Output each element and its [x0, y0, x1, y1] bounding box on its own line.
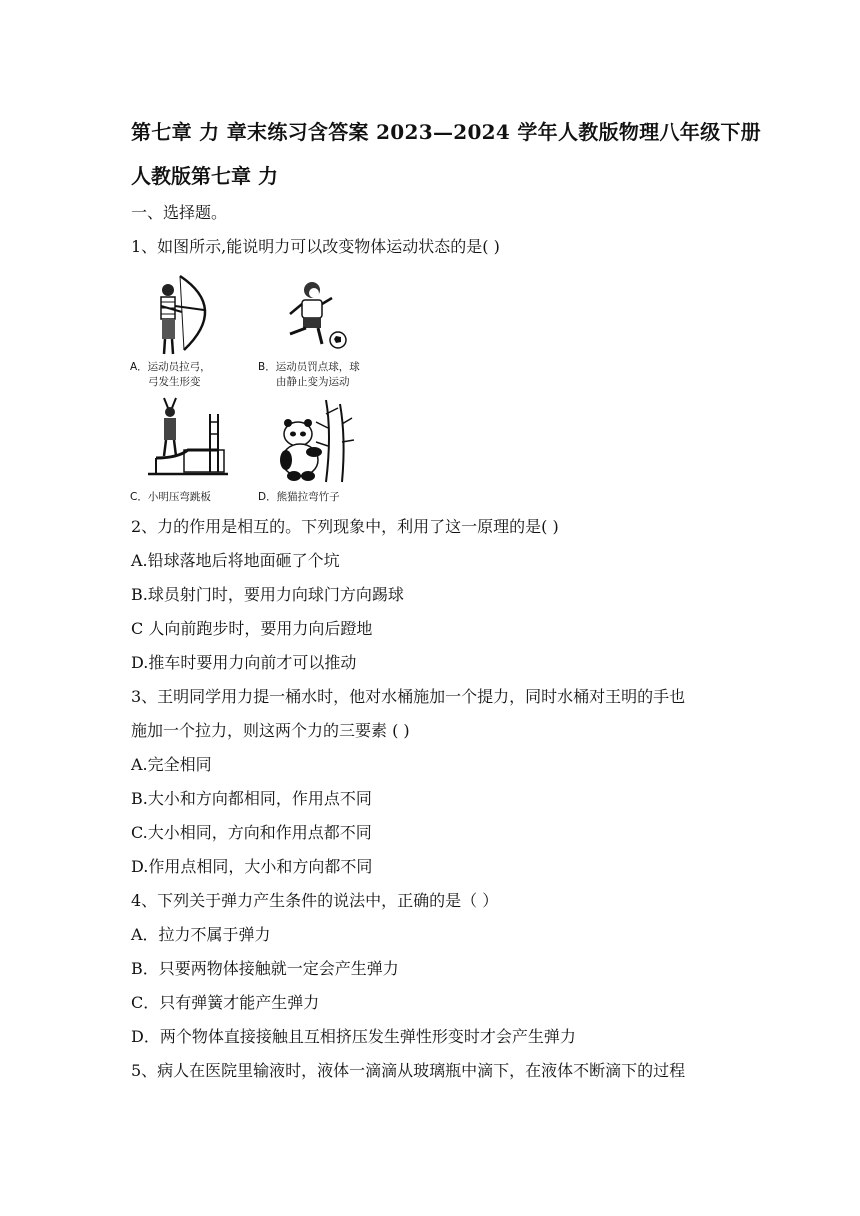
question-2-option-b: B.球员射门时，要用力向球门方向踢球: [131, 585, 404, 604]
figure-option-c: [128, 394, 253, 512]
question-3-option-b: B.大小和方向都相同，作用点不同: [131, 789, 372, 808]
question-2-option-a: A.铅球落地后将地面砸了个坑: [131, 551, 340, 570]
archer-illustration: [128, 268, 253, 360]
question-2-option-d: D.推车时要用力向前才可以推动: [131, 653, 357, 672]
question-3-option-a: A.完全相同: [131, 755, 212, 774]
question-1-figure: [128, 268, 378, 508]
question-4-option-b: B．只要两物体接触就一定会产生弹力: [131, 959, 399, 978]
question-2-stem: 2、力的作用是相互的。下列现象中，利用了这一原理的是( ): [131, 517, 559, 536]
question-4-option-d: D．两个物体直接接触且互相挤压发生弹性形变时才会产生弹力: [131, 1027, 576, 1046]
question-4-option-c: C．只有弹簧才能产生弹力: [131, 993, 320, 1012]
question-1-stem: 1、如图所示,能说明力可以改变物体运动状态的是( ): [131, 237, 500, 256]
figure-option-d: [256, 394, 381, 512]
figure-option-a: [128, 268, 253, 386]
question-4-stem: 4、下列关于弹力产生条件的说法中，正确的是（ ）: [131, 891, 499, 910]
figure-option-b: [256, 268, 381, 386]
question-3-stem-line1: 3、王明同学用力提一桶水时，他对水桶施加一个提力，同时水桶对王明的手也: [131, 687, 686, 706]
page-title: 第七章 力 章末练习含答案 2023—2024 学年人教版物理八年级下册: [131, 120, 761, 144]
question-5-stem: 5、病人在医院里输液时，液体一滴滴从玻璃瓶中滴下，在液体不断滴下的过程: [131, 1061, 686, 1080]
page-subtitle: 人教版第七章 力: [131, 164, 278, 188]
figure-c-caption: C．小明压弯跳板: [130, 491, 211, 503]
question-2-option-c: C 人向前跑步时，要用力向后蹬地: [131, 619, 373, 638]
section-heading: 一、选择题。: [131, 203, 228, 222]
figure-b-caption-line2: 由静止变为运动: [276, 376, 350, 388]
soccer-player-illustration: [256, 268, 381, 360]
panda-bamboo-illustration: [256, 394, 381, 490]
diving-board-illustration: [128, 394, 253, 490]
figure-d-caption: D．熊猫拉弯竹子: [258, 491, 340, 503]
question-3-option-d: D.作用点相同，大小和方向都不同: [131, 857, 373, 876]
figure-a-caption-line2: 弓发生形变: [148, 376, 201, 388]
question-4-option-a: A．拉力不属于弹力: [131, 925, 271, 944]
question-3-stem-line2: 施加一个拉力，则这两个力的三要素 ( ): [131, 721, 410, 740]
question-3-option-c: C.大小相同，方向和作用点都不同: [131, 823, 372, 842]
figure-b-caption-line1: B．运动员罚点球，球: [258, 361, 360, 373]
figure-a-caption-line1: A．运动员拉弓，: [130, 361, 211, 373]
